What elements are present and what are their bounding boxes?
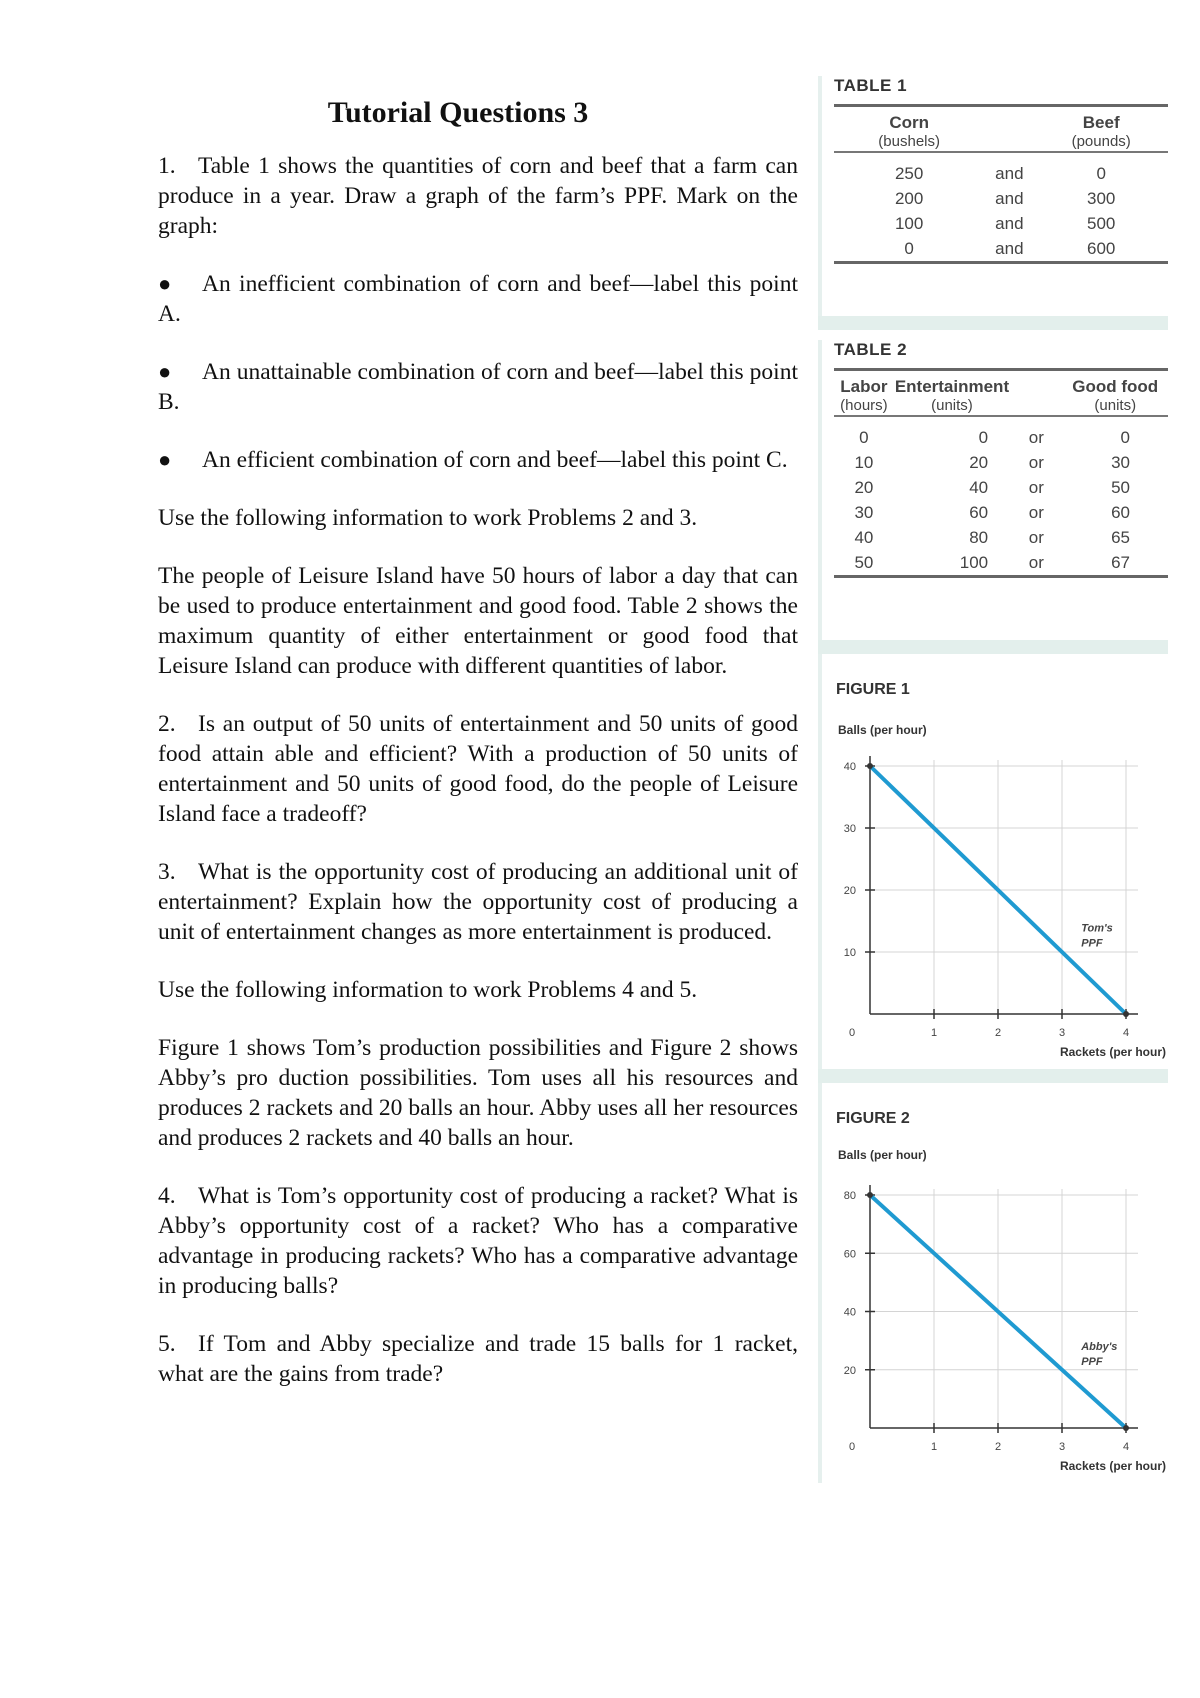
question-5: [158, 1329, 798, 1389]
conjunction: and: [995, 214, 1024, 233]
question-1: [158, 151, 798, 241]
page-title: Tutorial Questions 3: [327, 96, 589, 129]
table-2-header-entertainment: [894, 371, 1010, 416]
bullet-text: An inefficient combination of corn and beef—label this point A.: [158, 271, 798, 327]
table-row: [834, 525, 1168, 550]
table-1: [834, 104, 1168, 264]
y-tick-label: 40: [843, 1306, 856, 1319]
exhibits-column: [818, 70, 1168, 1483]
x-tick-label: 1: [930, 1027, 938, 1039]
question-number: 1.: [158, 153, 176, 179]
labor-value: 50: [854, 553, 874, 572]
ppf-annotation-line-1: Abby's: [1081, 1341, 1118, 1354]
table-row: [834, 161, 1168, 186]
bullet-item: [158, 357, 798, 417]
document-body: [158, 95, 798, 1417]
table-1-panel: [818, 76, 1168, 316]
header-unit: (pounds): [1071, 133, 1131, 150]
x-tick-label: 2: [994, 1027, 1002, 1039]
table-row: [834, 211, 1168, 236]
good-food-value: 60: [1111, 503, 1130, 522]
x-tick-label: 2: [994, 1441, 1002, 1453]
figures-paragraph: Figure 1 shows Tom’s production possibilities and Figure 2 shows Abby’s pro duction possibilities. Tom uses all his resources and produces 2 rackets and 20 balls an hour. Abby uses all her resources and produces 2 rackets and 40 balls an hour.: [158, 1035, 798, 1151]
header-label: Good food: [1072, 377, 1159, 396]
conjunction: or: [1028, 553, 1044, 572]
question-text: Table 1 shows the quantities of corn and beef that a farm can produce in a year. Draw a graph of the farm’s PPF. Mark on the graph:: [158, 153, 798, 239]
labor-value: 0: [859, 428, 869, 447]
labor-value: 10: [854, 453, 874, 472]
table-row: [834, 425, 1168, 450]
ppf-endpoint: [867, 763, 873, 769]
bullet-icon: ●: [158, 447, 172, 472]
panel-separator: [818, 1069, 1168, 1083]
figure-1-panel: [818, 654, 1168, 1069]
good-food-value: 65: [1111, 528, 1130, 547]
good-food-value: 30: [1111, 453, 1130, 472]
x-tick-label: 4: [1122, 1027, 1130, 1039]
conjunction: or: [1028, 478, 1044, 497]
header-label: Beef: [1082, 113, 1120, 132]
figure-2-panel: [818, 1083, 1168, 1483]
x-tick-label: 3: [1058, 1441, 1066, 1453]
conjunction: or: [1028, 528, 1044, 547]
header-label: Corn: [889, 113, 929, 132]
bullet-icon: ●: [158, 359, 172, 384]
entertainment-value: 60: [969, 503, 989, 522]
panel-separator: [818, 640, 1168, 654]
intro-problems-4-5: Use the following information to work Problems 4 and 5.: [158, 977, 698, 1003]
question-text: Is an output of 50 units of entertainment and 50 units of good food attain able and efficient? With a production of 50 units of entertainment and 50 units of good food, do the people of Leisure Island face a tradeoff?: [158, 711, 798, 827]
beef-value: 0: [1096, 164, 1106, 183]
header-unit: (hours): [840, 397, 888, 414]
corn-value: 100: [894, 214, 924, 233]
x-axis-label: Rackets (per hour): [1059, 1045, 1166, 1059]
table-1-header-corn: [834, 107, 984, 152]
question-number: 5.: [158, 1331, 176, 1357]
table-row: [834, 186, 1168, 211]
header-unit: (bushels): [878, 133, 940, 150]
y-tick-label: 40: [843, 761, 856, 773]
header-unit: (units): [931, 397, 973, 414]
ppf-endpoint: [1123, 1011, 1129, 1017]
figure-1-chart: [834, 654, 1170, 1069]
question-2: [158, 709, 798, 829]
corn-value: 0: [904, 239, 914, 258]
y-tick-label: 80: [843, 1190, 856, 1202]
good-food-value: 67: [1111, 553, 1130, 572]
header-unit: (units): [1094, 397, 1137, 414]
x-tick-label: 3: [1058, 1027, 1066, 1039]
question-text: What is the opportunity cost of producing an additional unit of entertainment? Explain how the opportunity cost of producing a unit of entertainment changes as more entertainment is produced.: [158, 859, 798, 945]
corn-value: 200: [894, 189, 924, 208]
x-tick-label: 0: [848, 1027, 856, 1039]
y-tick-label: 10: [843, 947, 856, 959]
table-row: [834, 450, 1168, 475]
bullet-item: [158, 445, 798, 475]
header-label: Entertainment: [894, 377, 1010, 396]
table-row: [834, 236, 1168, 263]
labor-value: 20: [854, 478, 874, 497]
conjunction: or: [1028, 503, 1044, 522]
x-tick-label: 4: [1122, 1441, 1130, 1453]
y-tick-label: 20: [843, 885, 856, 897]
beef-value: 300: [1087, 189, 1116, 208]
bullet-text: An efficient combination of corn and beef—label this point C.: [202, 447, 788, 473]
bullet-icon: ●: [158, 271, 172, 296]
conjunction: or: [1028, 428, 1044, 447]
x-axis-label: Rackets (per hour): [1059, 1459, 1166, 1473]
question-text: If Tom and Abby specialize and trade 15 balls for 1 racket, what are the gains from trade?: [158, 1331, 798, 1387]
ppf-annotation-line-2: PPF: [1081, 937, 1103, 950]
table-1-header-beef: [1034, 107, 1168, 152]
labor-value: 30: [854, 503, 874, 522]
y-axis-label: Balls (per hour): [838, 723, 927, 737]
entertainment-value: 40: [969, 478, 989, 497]
entertainment-value: 80: [969, 528, 989, 547]
y-axis-label: Balls (per hour): [838, 1148, 927, 1162]
good-food-value: 0: [1120, 428, 1130, 447]
header-label: Labor: [840, 377, 888, 396]
y-tick-label: 20: [843, 1364, 856, 1377]
labor-value: 40: [854, 528, 874, 547]
figure-caption: FIGURE 2: [836, 1110, 910, 1127]
entertainment-value: 20: [969, 453, 989, 472]
entertainment-value: 0: [978, 428, 989, 447]
table-row: [834, 475, 1168, 500]
bullet-item: [158, 269, 798, 329]
table-2-header-good-food: [1062, 371, 1168, 416]
question-3: [158, 857, 798, 947]
table-1-caption: TABLE 1: [834, 76, 908, 95]
table-2-header-labor: [834, 371, 894, 416]
question-4: [158, 1181, 798, 1301]
conjunction: or: [1028, 453, 1044, 472]
figure-2-chart: [834, 1083, 1170, 1483]
table-row: [834, 500, 1168, 525]
panel-separator: [818, 316, 1168, 330]
corn-value: 250: [894, 164, 924, 183]
question-text: What is Tom’s opportunity cost of producing a racket? What is Abby’s opportunity cost of a racket? Who has a comparative advantage in producing rackets? Who has a comparative advantage in producing balls?: [158, 1183, 798, 1299]
conjunction: and: [995, 164, 1024, 183]
bullet-text: An unattainable combination of corn and beef—label this point B.: [158, 359, 798, 415]
question-number: 4.: [158, 1183, 176, 1209]
x-tick-label: 0: [848, 1441, 856, 1453]
figure-caption: FIGURE 1: [836, 681, 910, 698]
conjunction: and: [995, 189, 1024, 208]
leisure-island-paragraph: The people of Leisure Island have 50 hours of labor a day that can be used to produce entertainment and good food. Table 2 shows the maximum quantity of either entertainment or good food that Leisure Island can produce with different quantities of labor.: [158, 563, 798, 679]
conjunction: and: [995, 239, 1024, 258]
y-tick-label: 30: [843, 823, 856, 835]
ppf-endpoint: [867, 1192, 873, 1198]
beef-value: 600: [1087, 239, 1116, 258]
table-2-panel: [818, 340, 1168, 640]
ppf-annotation-line-1: Tom's: [1081, 922, 1113, 935]
question-number: 3.: [158, 859, 176, 885]
beef-value: 500: [1087, 214, 1116, 233]
ppf-annotation-line-2: PPF: [1081, 1356, 1103, 1369]
table-2: [834, 368, 1168, 578]
ppf-endpoint: [1123, 1425, 1129, 1431]
table-2-caption: TABLE 2: [834, 340, 908, 359]
x-tick-label: 1: [930, 1441, 938, 1453]
y-tick-label: 60: [843, 1248, 856, 1261]
entertainment-value: 100: [959, 553, 989, 572]
good-food-value: 50: [1111, 478, 1130, 497]
intro-problems-2-3: Use the following information to work Problems 2 and 3.: [158, 505, 698, 531]
question-number: 2.: [158, 711, 176, 737]
table-row: [834, 550, 1168, 577]
